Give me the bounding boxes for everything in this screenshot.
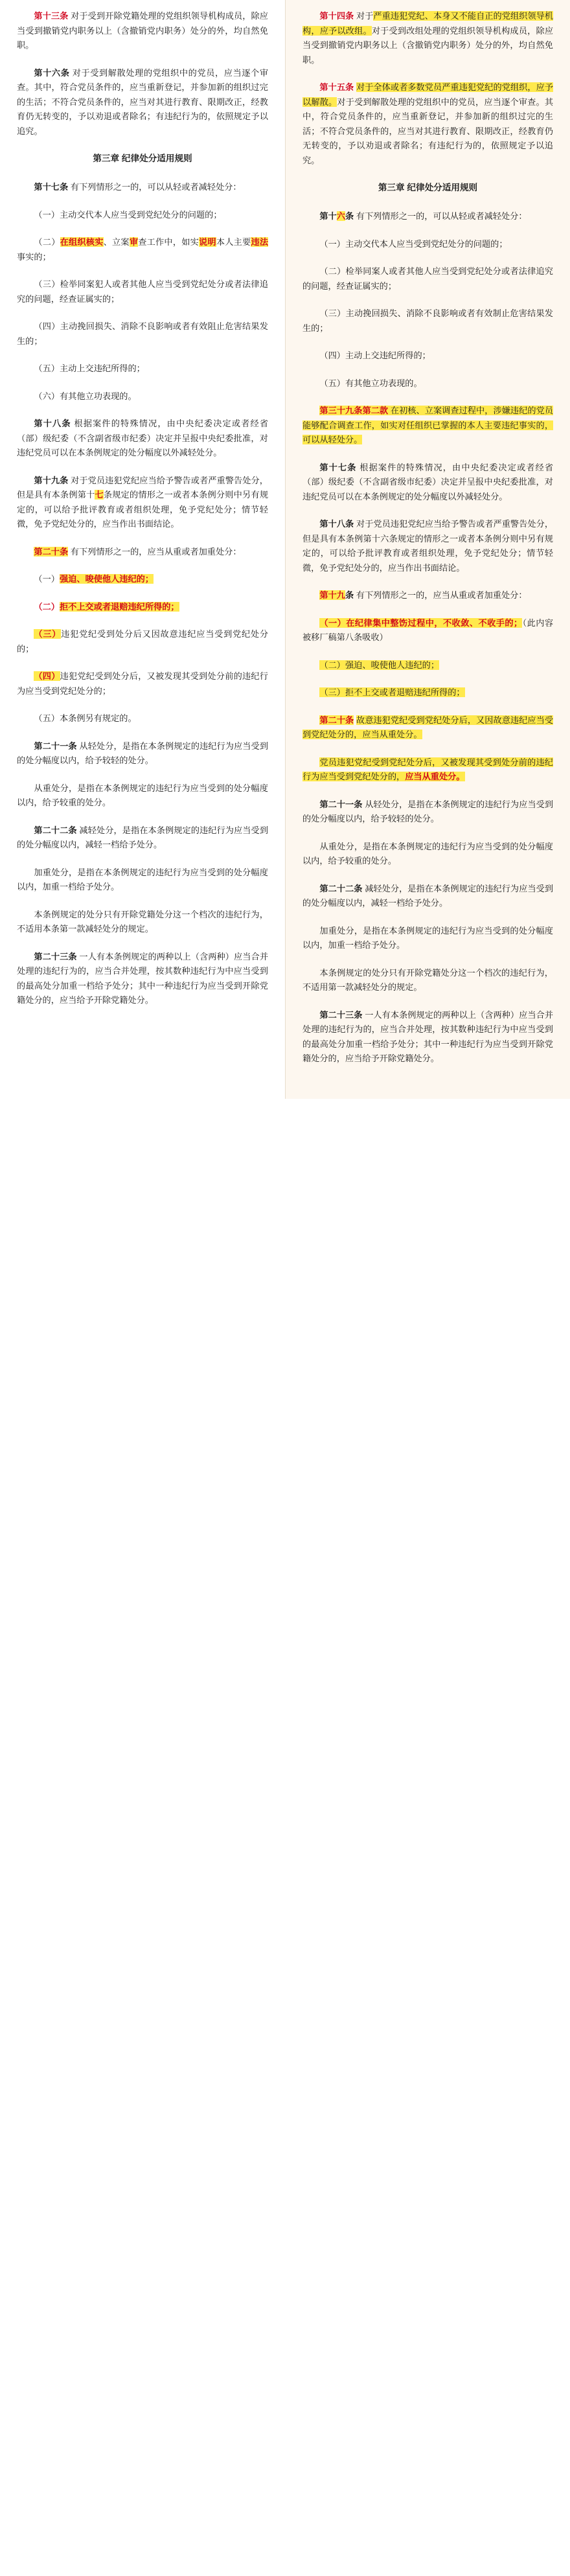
paragraph (17, 180, 268, 195)
article-number: 第二十三条 (34, 951, 77, 961)
highlighted-text: 初核、立案调查过程中，涉嫌违纪的党员能够配合调查工作，如实 (302, 406, 554, 430)
article-number-highlighted: 第二十条 (319, 715, 354, 725)
highlighted-text: 故意违犯党纪受到党纪处分后，又因故意违纪应当受到党纪处分的， (302, 715, 554, 739)
paragraph (17, 545, 268, 560)
highlighted-revision-text: 审 (129, 237, 139, 247)
highlighted-revision-text: 在组织核实 (60, 237, 104, 247)
paragraph (17, 823, 268, 853)
paragraph (302, 588, 553, 603)
paragraph (17, 66, 268, 139)
highlighted-text: 对任组织已掌握的本人主要违纪事实的， (397, 420, 554, 430)
paragraph (302, 713, 553, 742)
paragraph (302, 237, 553, 252)
body-text: 从重处分，是指在本条例规定的违纪行为应当受到的处分幅度以内，给予较重的处分。 (17, 783, 268, 807)
body-text: 从重处分，是指在本条例规定的违纪行为应当受到的处分幅度以内，给予较重的处分。 (302, 841, 553, 866)
highlighted-text: 应当从重处分。 (362, 730, 422, 739)
paragraph (17, 9, 268, 53)
body-text: （三）检举同案犯人或者其他人应当受到党纪处分或者法律追究的问题，经查证属实的； (17, 279, 268, 304)
highlighted-revision-text: （三） (34, 629, 62, 639)
paragraph (302, 209, 553, 224)
body-text: 对于受到开除党籍处理的党组织领导机构成员，除应当受到撤销党内职务以上（含撤销党内职务）处分的外，均自然免职。 (17, 11, 268, 50)
body-text: （一）主动交代本人应当受到党纪处分的问题的； (34, 209, 222, 220)
paragraph (302, 306, 553, 336)
paragraph (302, 966, 553, 995)
highlighted-text: 可以从轻处分。 (302, 435, 363, 444)
highlighted-text: 对于全体或者多数党员严重违犯党纪的党组织，应予以解散。 (302, 82, 554, 107)
paragraph (302, 658, 553, 673)
paragraph (302, 376, 553, 391)
body-text: （六）有其他立功表现的。 (34, 391, 137, 401)
highlighted-text: （三）拒不上交或者退赔违纪所得的； (319, 687, 465, 697)
article-number: 第二十三条 (319, 1009, 363, 1020)
body-text: （四）主动上交违纪所得的； (319, 351, 431, 360)
paragraph (302, 264, 553, 293)
body-text: 一人有本条例规定的两种以上（含两种）应当合并处理的违纪行为的，应当合并处理，按其数种违纪行为中应当受到的最高处分加重一档给予处分；其中一种违纪行为应当受到开除党籍处分的，应当给予开除党籍处分。 (302, 1009, 553, 1063)
paragraph (17, 669, 268, 698)
left-column-old-version (0, 0, 285, 1099)
chapter-heading: 第三章 纪律处分适用规则 (93, 154, 192, 163)
paragraph (302, 882, 553, 911)
paragraph (302, 404, 553, 448)
body-text: （二）检举同案人或者其他人应当受到党纪处分或者法律追究的问题，经查证属实的； (302, 266, 553, 291)
highlighted-revision-text: 不收敛、不收手的； (443, 617, 523, 628)
highlighted-text: 党员违犯党纪受到党纪处分后，又被发现其受到处分前的违纪行为应当受到党纪处分的， (302, 757, 553, 781)
two-column-comparison (0, 0, 570, 1099)
paragraph (17, 474, 268, 532)
body-text: 有下列情形之一的，可以从轻或者减轻处分： (68, 182, 242, 192)
highlighted-text: 在 (388, 406, 400, 415)
body-text: 、立案 (103, 237, 130, 247)
article-number: 第二十二条 (34, 825, 77, 835)
body-text: 对于党员违犯党纪应当给予警告或者严重警告处分，但是具有本条例第十 (17, 475, 268, 500)
article-number: 第十七条 (34, 182, 69, 192)
body-text: （二） (34, 237, 60, 247)
paragraph (17, 908, 268, 937)
article-number-highlighted: 九 (336, 590, 345, 600)
body-text: （四）主动挽回损失、消除不良影响或者有效阻止危害结果发生的； (17, 321, 268, 346)
paragraph (302, 517, 553, 575)
body-text: 有下列情形之一的，可以从轻或者减轻处分： (354, 211, 527, 221)
paragraph (302, 9, 553, 67)
paragraph (17, 572, 268, 587)
paragraph (17, 362, 268, 376)
article-number: 第二十一条 (319, 799, 363, 809)
article-number: 条 (345, 211, 354, 221)
article-number: 第十六条 (34, 67, 70, 78)
right-column-new-version (285, 0, 570, 1099)
paragraph (17, 319, 268, 349)
paragraph (17, 866, 268, 895)
paragraph (302, 755, 553, 785)
body-text: 有下列情形之一的，应当从重或者加重处分： (354, 590, 527, 600)
highlighted-revision-text: 违法 (251, 237, 269, 247)
paragraph (302, 840, 553, 869)
paragraph (302, 461, 553, 505)
highlighted-text: 严重违犯党纪、 (373, 11, 433, 21)
paragraph (302, 924, 553, 953)
article-number: 第十八条 (34, 419, 71, 428)
body-text: 查工作中，如实 (138, 237, 200, 247)
paragraph (17, 711, 268, 726)
article-number: 第十四条 (319, 11, 354, 21)
paragraph (302, 616, 553, 645)
body-text: （五）主动上交违纪所得的； (34, 363, 145, 373)
article-number-highlighted: 第十 (319, 590, 337, 600)
body-text: 本条例规定的处分只有开除党籍处分这一个档次的违纪行为，不适用本条第一款减轻处分的规定。 (17, 909, 268, 934)
article-number: 第二十一条 (34, 741, 77, 751)
body-text: 有下列情形之一的，应当从重或者加重处分： (68, 546, 242, 557)
body-text: 违犯党纪受到处分后，又被发现其受到处分前的违纪行为应当受到党纪处分的； (17, 671, 268, 696)
body-text: 对于受到改组处理的党组织领导机构成员，除应当受到撤销党内职务以上（含撤销党内职务）处分的外，均自然免职。 (302, 25, 554, 65)
article-number: 条 (345, 590, 354, 600)
highlighted-text: 本身又不能自正的党组织领导机构，应予以改组。 (302, 11, 554, 36)
body-text: （一）主动交代本人应当受到党纪处分的问题的； (319, 238, 508, 249)
paragraph (17, 781, 268, 811)
body-text: （五）有其他立功表现的。 (319, 378, 422, 388)
highlighted-revision-text: （四） (34, 671, 60, 681)
emphasis-text: （二） (34, 601, 60, 612)
article-number: 第十八条 (319, 519, 354, 529)
article-number: 第十三条 (34, 11, 69, 21)
body-text: 违犯党纪受到处分后又因故意违纪应当受到党纪处分的； (17, 629, 268, 654)
paragraph (17, 627, 268, 656)
body-text: 减轻处分，是指在本条例规定的违纪行为应当受到的处分幅度以内，减轻一档给予处分。 (17, 825, 269, 849)
paragraph (302, 1008, 553, 1066)
body-text: 加重处分，是指在本条例规定的违纪行为应当受到的处分幅度以内，加重一档给予处分。 (17, 867, 268, 891)
highlighted-text: （二）强迫、唆使他人违纪的； (319, 660, 440, 670)
body-text: 根据案件的特殊情况，由中央纪委决定或者经省（部）级纪委（不含副省级市纪委）决定并呈报中央纪委批准，对违纪党员可以在本条例规定的处分幅度以外减轻处分。 (17, 419, 269, 457)
body-text: 对于 (354, 11, 374, 21)
body-text: 对于党员违犯党纪应当给予警告或者严重警告处分，但是具有本条例第十六条规定的情形之一或者本条例分则中另有规定的，可以给予批评教育或者组织处理，免予党纪处分；情节轻微，免予党纪处分的，应当作出书面结论。 (302, 519, 554, 573)
article-number: 第十九条 (34, 475, 69, 485)
article-number: 第十七条 (319, 462, 357, 472)
body-text: （五）本条例另有规定的。 (34, 713, 137, 723)
highlighted-revision-text: 应当从重处分。 (405, 772, 465, 781)
body-text: 根据案件的特殊情况，由中央纪委决定或者经省（部）级纪委（不含副省级市纪委）决定并呈报中央纪委批准，对违纪党员可以在本条例规定的处分幅度以外减轻处分。 (302, 462, 554, 501)
body-text: （一） (34, 574, 60, 584)
body-text: 从轻处分，是指在本条例规定的违纪行为应当受到的处分幅度以内，给予较轻的处分。 (302, 799, 553, 823)
paragraph (17, 417, 268, 461)
body-text: 对于受到解散处理的党组织中的党员，应当逐个审查。其中，符合党员条件的，应当重新登记，并参加新的组织过完的生活；不符合党员条件的，应当对其进行教育、限期改正，经教育仍无转变的，予以劝退或者除名；有违纪行为的，依照规定予以追究。 (302, 97, 554, 165)
paragraph (302, 685, 553, 700)
paragraph (17, 277, 268, 306)
body-text: 对于受到解散处理的党组织中的党员，应当逐个审查。其中，符合党员条件的，应当重新登记，并参加新的组织过完的生活；不符合党员条件的，应当对其进行教育、限期改正，经教育仍无转变的，予以劝退或者除名；有违纪行为的，依照规定予以追究。 (17, 67, 269, 136)
body-text: 加重处分，是指在本条例规定的违纪行为应当受到的处分幅度以内，加重一档给予处分。 (302, 925, 553, 950)
highlighted-revision-text: 第三十九条第二款 (319, 406, 389, 415)
body-text: （三）主动挽回损失、消除不良影响或者有效制止危害结果发生的； (302, 308, 553, 333)
paragraph (302, 80, 553, 168)
paragraph (17, 739, 268, 768)
paragraph (17, 235, 268, 264)
highlighted-revision-text: 七 (95, 490, 104, 500)
article-number: 第十五条 (319, 82, 354, 92)
body-text: 本人主要 (216, 237, 251, 247)
article-number-highlighted: 第二十条 (34, 546, 69, 557)
paragraph (302, 798, 553, 827)
paragraph (17, 950, 268, 1008)
paragraph (17, 600, 268, 615)
body-text: 条规定的情形之一或者本条例分则中另有规定的，可以给予批评教育或者组织处理，免予党纪处分；情节轻微，免予党纪处分的，应当作出书面结论。 (17, 490, 269, 529)
article-number: 第十 (319, 211, 337, 221)
body-text: 事实的； (17, 251, 51, 262)
highlighted-revision-text: 说明 (199, 237, 216, 247)
body-text: 减轻处分，是指在本条例规定的违纪行为应当受到的处分幅度以内，减轻一档给予处分。 (302, 883, 553, 908)
body-text: （此内容被移厂稿第八条吸收） (302, 617, 554, 642)
body-text: 从轻处分，是指在本条例规定的违纪行为应当受到的处分幅度以内，给予较轻的处分。 (17, 741, 269, 765)
article-number-highlighted: 六 (336, 211, 345, 221)
paragraph (17, 389, 268, 404)
paragraph (302, 349, 553, 363)
article-number: 第二十二条 (319, 883, 363, 893)
paragraph (17, 208, 268, 223)
highlighted-revision-text: 拒不上交或者退赔违纪所得的； (59, 601, 179, 612)
highlighted-revision-text: 强迫、唆使他人违纪的； (59, 574, 154, 584)
highlighted-revision-text: （一）在纪律集中整饬过程中， (319, 617, 444, 628)
chapter-heading: 第三章 纪律处分适用规则 (378, 183, 478, 192)
body-text: 本条例规定的处分只有开除党籍处分这一个档次的违纪行为，不适用第一款减轻处分的规定。 (302, 967, 553, 992)
body-text: 一人有本条例规定的两种以上（含两种）应当合并处理的违纪行为的，应当合并处理，按其数种违纪行为中应当受到的最高处分加重一档给予处分；其中一种违纪行为应当受到开除党籍处分的，应当给予开除党籍处分。 (17, 951, 269, 1005)
